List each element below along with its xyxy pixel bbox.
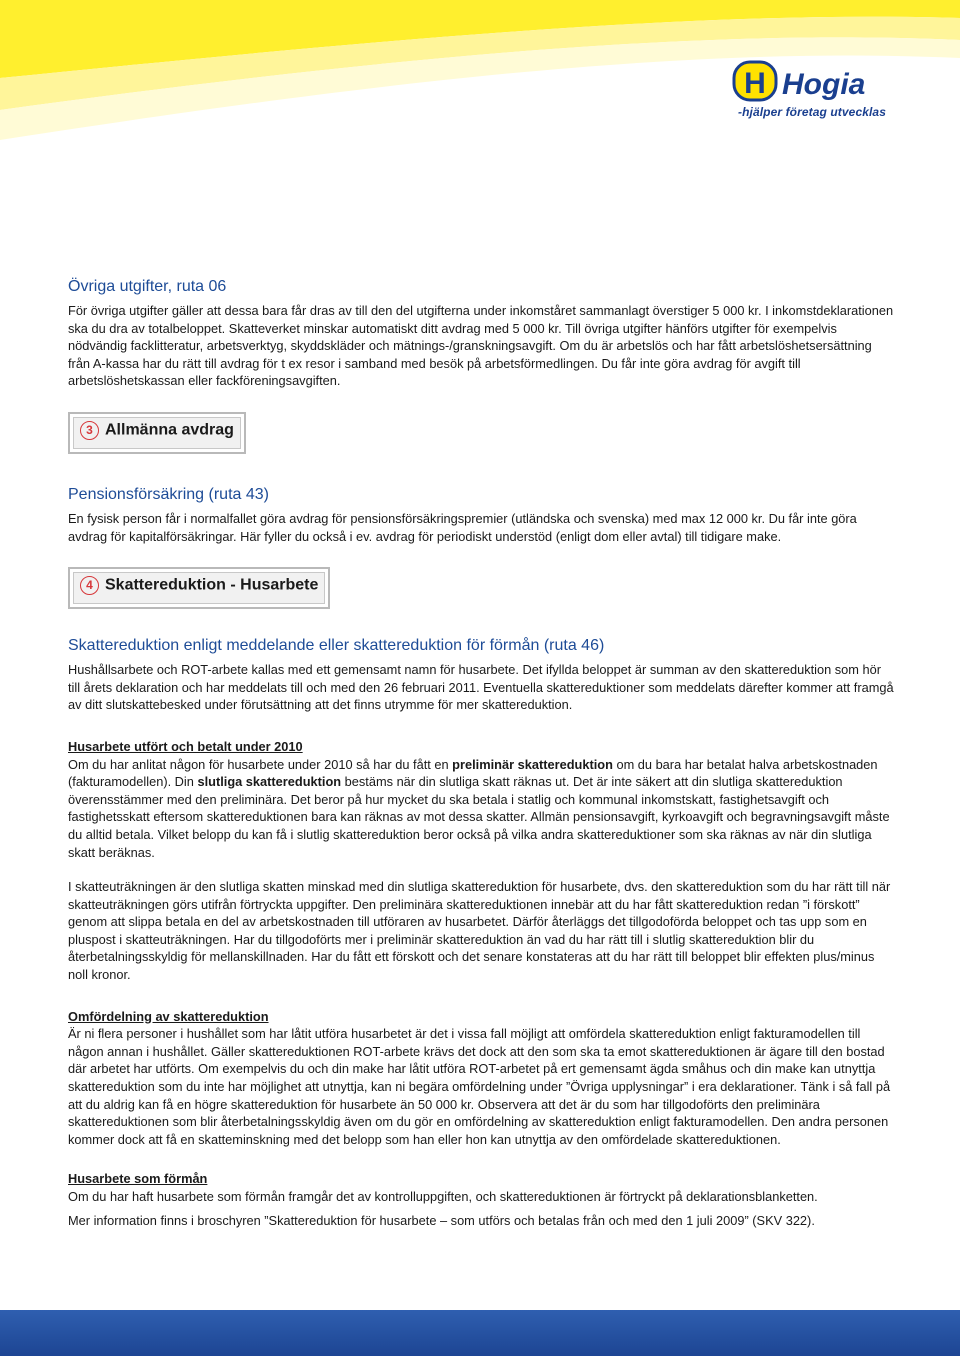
section-tab-label: Allmänna avdrag [105,421,234,439]
heading-skattereduktion: Skattereduktion enligt meddelande eller skattereduktion för förmån (ruta 46) [68,637,605,655]
section-number-badge: 3 [80,421,99,440]
paragraph-pensionsforsakring: En fysisk person får i normalfallet göra avdrag för pensionsförsäkringspremier (utländska och svenska) med max 12 000 kr. Du får inte göra avdrag för kapitalförsäkringar. Här fyller du också i ev. avdrag för periodiskt understöd (enligt dom eller avtal) till tidigare make. [68,510,857,544]
section-tab-allmanna-avdrag [68,412,246,454]
paragraph-omfordelning: Är ni flera personer i hushållet som har låtit utföra husarbetet är det i vissa fall möjligt att omfördela skattereduktion enligt fakturamodellen till någon annan i hushållet. Gäller skattereduktionen ROT-arbete krävs det dock att den som ska ta emot skattereduktionen är ägare till den bostad där arbetet har utförts. Om exempelvis du och din make har låtit utföra ROT-arbetet på ert gemensamt ägda småhus och din make kan utnyttja skattereduktion som du inte har möjlighet att utnyttja, kan ni begära omfördelning under ”Övriga upplysningar” i era deklarationer. Tänk i så fall på att du aldrig kan få en högre skattereduktion för husarbete än 50 000 kr. Observera att det är du som har tillgodoförts den preliminära skattereduktionen som blir återbetalningsskyldig även om du gör en omfördelning av skattereduktion enligt fakturamodellen. Den andra personen kommer dock att få en skatteminskning med det belopp som han eller hon kan utnyttja av den omfördelade skattereduktionen. [68,1026,891,1147]
paragraph-skatteutrakningen: I skatteuträkningen är den slutliga skatten minskad med din slutliga skattereduktion för husarbete, dvs. den skattereduktion som du har rätt till när skatteuträkningen görs utifrån förtryckta uppgifter. Den preliminära skattereduktionen innebär att du har fått skattereduktion redan ”i förskott” genom att slippa betala en del av arbetskostnaden till utföraren av husarbetet. Därför återläggs det tillgodoförda beloppet och tas upp som en pluspost i skatteuträkningen. Har du tillgodoförts mer i preliminär skattereduktion än vad du har rätt till i slutlig skattereduktion blir du återbetalningsskyldig för mellanskillnaden. Har du fått ett förskott och det senare konstateras att du har rätt till beloppet blir effekten plus/minus noll kronor. [68,879,891,983]
document-content [68,276,894,1229]
heading-pensionsforsakring: Pensionsförsäkring (ruta 43) [68,485,269,503]
paragraph-husarbete-2010: Om du har anlitat någon för husarbete under 2010 så har du fått en preliminär skattereduktion om du bara har betalat halva arbetskostnaden (fakturamodellen). Din slutliga skattereduktion bestäms när din slutliga skatt räknas ut. Det är inte säkert att din slutliga skattereduktion överensstämmer med den preliminära. Det beror på hur mycket du ska betala i statlig och kommunal inkomstskatt, fastighetsavgift och fastighetsskatt eftersom skattereduktionen bara kan räknas av mot dessa skatter. Allmän pensionsavgift, kyrkoavgift och begravningsavgift måste du alltid betala. Vilket belopp du kan få i slutlig skattereduktion beror också på vilka andra skattereduktioner som ska räknas av när din slutliga skatt beräknas. [68,756,890,860]
paragraph-husarbete-forman: Om du har haft husarbete som förmån framgår det av kontrolluppgiften, och skattereduktionen är förtryckt på deklarationsblanketten. [68,1189,818,1204]
footer-bar [0,1310,960,1356]
paragraph-ovriga-utgifter: För övriga utgifter gäller att dessa bara får dras av till den del utgifterna under inkomståret sammanlagt överstiger 5 000 kr. I inkomstdeklarationen ska du dra av totalbeloppet. Skatteverket minskar automatiskt ditt avdrag med 5 000 kr. Till övriga utgifter hänförs utgifter för exempelvis nödvändig facklitteratur, arbetsverktyg, skyddskläder och mätnings-/granskningsavgift. Om du är arbetslös och har fått arbetslöshetsersättning från A-kassa har du rätt till avdrag för t ex resor i samband med besök på arbetsförmedlingen. Du får inte göra avdrag för avgift till arbetslöshetskassan eller fackföreningsavgiften. [68,303,894,389]
subheading-omfordelning: Omfördelning av skattereduktion [68,1008,269,1024]
subheading-husarbete-forman: Husarbete som förmån [68,1171,208,1187]
paragraph-mer-information: Mer information finns i broschyren ”Skattereduktion för husarbete – som utförs och betalas från och med den 1 juli 2009” (SKV 322). [68,1212,815,1228]
paragraph-skattereduktion: Hushållsarbete och ROT-arbete kallas med ett gemensamt namn för husarbete. Det ifyllda beloppet är summan av den skattereduktion som hör till årets deklaration och har meddelats till och med den 26 februari 2011. Eventuella skattereduktioner som meddelats därefter kommer att framgå av ditt slutskattebesked under förutsättning att det finns utrymme för mer skattereduktion. [68,662,894,713]
section-number-badge: 4 [80,576,99,595]
logo-tagline: -hjälper företag utvecklas [738,105,886,119]
section-tab-skattereduktion-husarbete [68,567,330,609]
section-tab-label: Skattereduktion - Husarbete [105,576,319,594]
heading-ovriga-utgifter: Övriga utgifter, ruta 06 [68,278,227,295]
subheading-husarbete-2010: Husarbete utfört och betalt under 2010 [68,738,303,754]
logo-letter: H [744,67,766,100]
logo-wordmark: Hogia [782,68,866,101]
